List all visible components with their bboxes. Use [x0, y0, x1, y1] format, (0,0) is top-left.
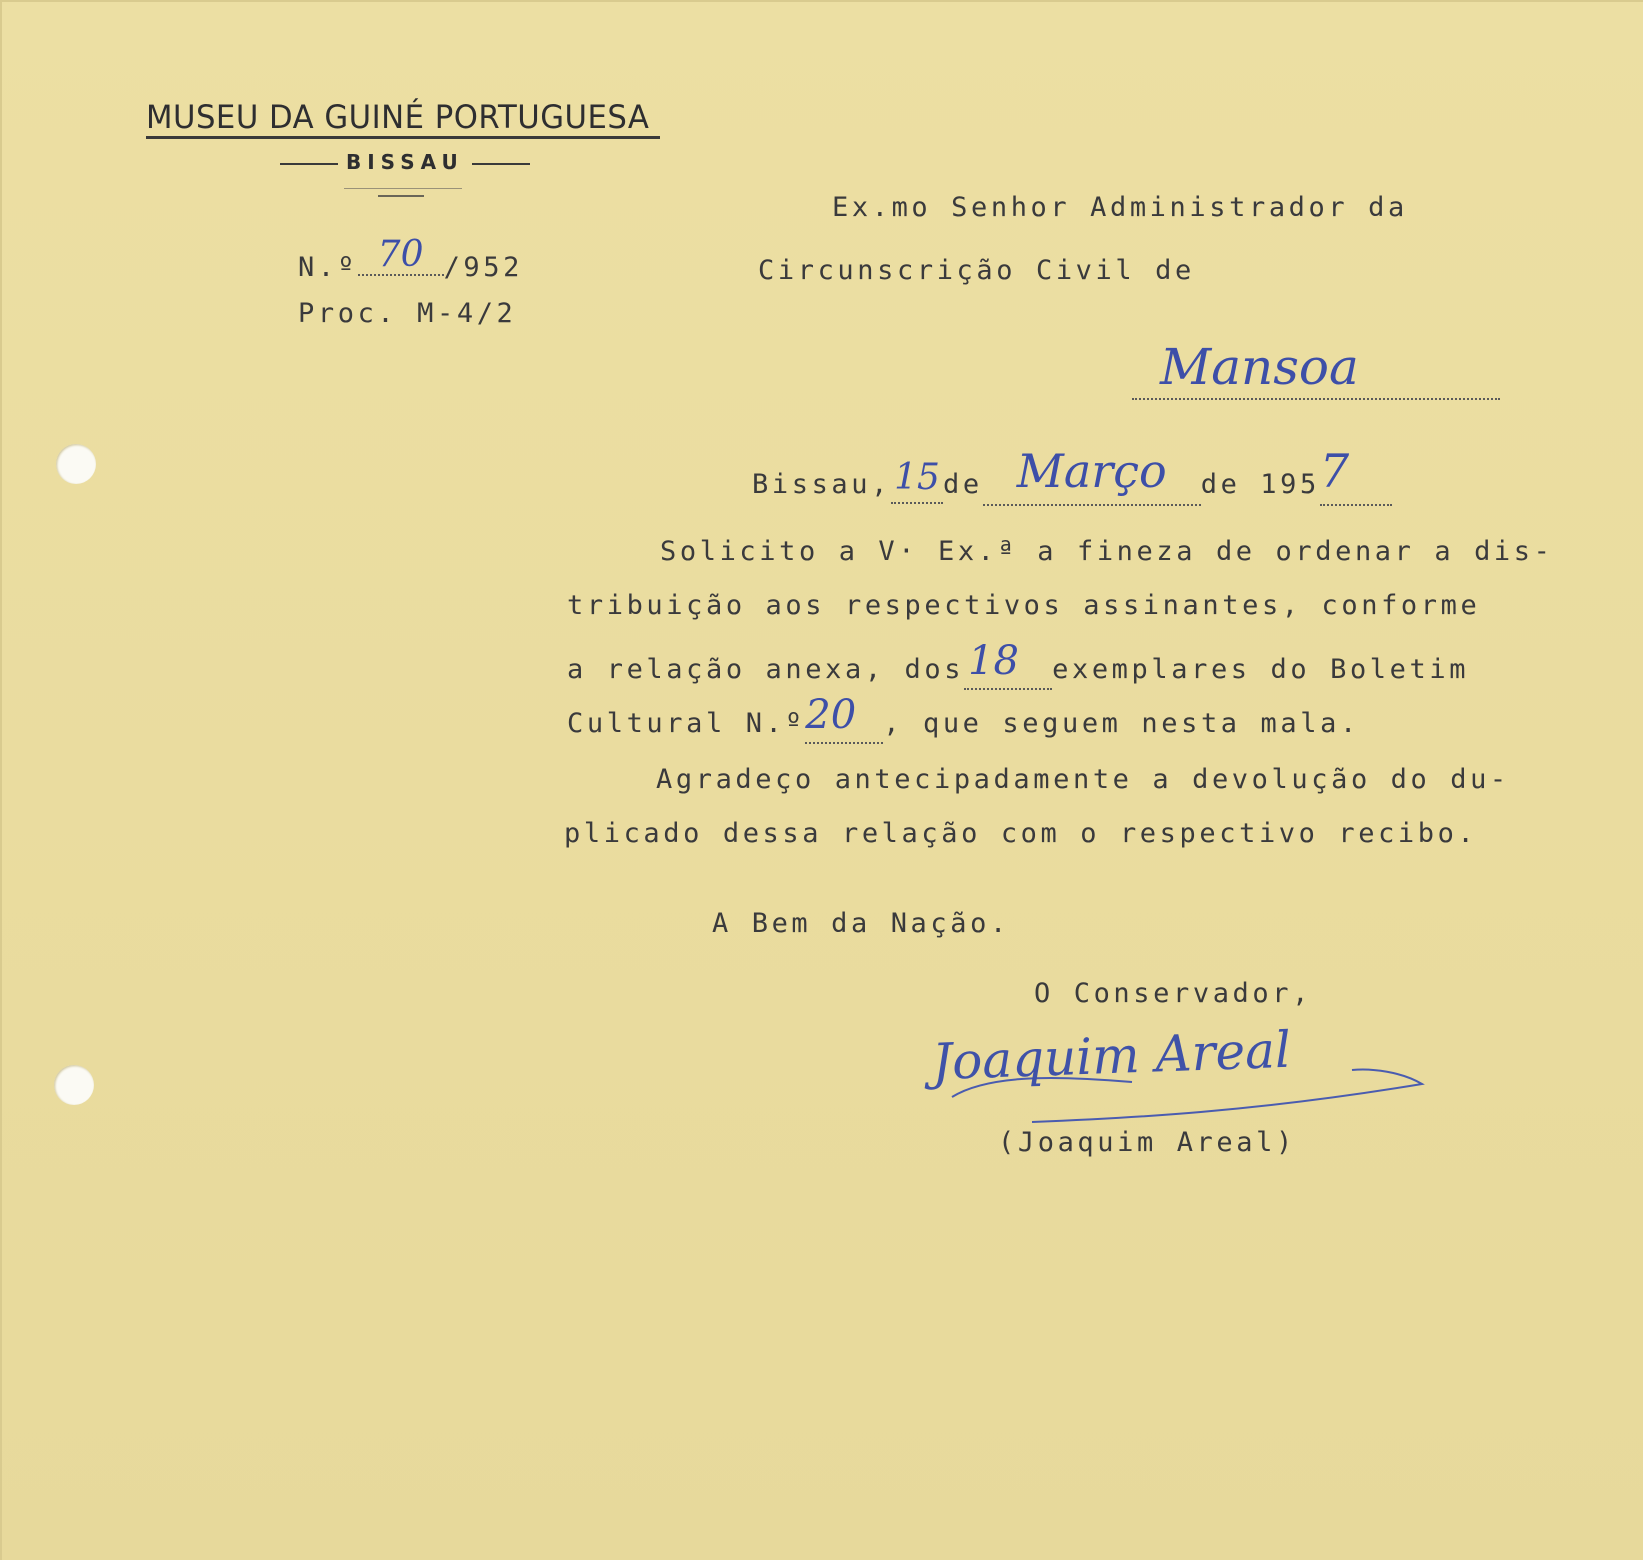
punch-hole-bottom [54, 1065, 94, 1105]
body-p1-line-4-start: Cultural N.º [567, 708, 806, 739]
reference-process: Proc. M-4/2 [298, 298, 517, 329]
addressee-location-handwritten: Mansoa [1160, 338, 1359, 396]
date-line [752, 444, 1392, 506]
letterhead-small-rule [344, 188, 462, 189]
body-p2-line-2: plicado dessa relação com o respectivo recibo. [564, 818, 1478, 849]
signatory-name: (Joaquim Areal) [998, 1127, 1296, 1158]
date-de-2: de 195 [1200, 469, 1320, 500]
city-dash-right [472, 163, 530, 165]
letterhead-rule [146, 136, 660, 139]
addressee-location [1132, 338, 1500, 401]
addressee-location-field [1132, 338, 1500, 400]
body-p1-line-4-end: , que seguem nesta mala. [883, 708, 1360, 739]
addressee-line-2: Circunscrição Civil de [758, 255, 1195, 286]
signature-handwritten: Joaquim Areal [931, 1020, 1292, 1092]
date-year-field [1319, 444, 1392, 506]
punch-hole-top [56, 444, 96, 484]
date-day-field [891, 457, 943, 504]
body-bulletin-number-handwritten: 20 [805, 692, 857, 738]
letterhead-city [272, 150, 538, 174]
letterhead-city-text: BISSAU [346, 150, 464, 174]
city-dash-left [280, 163, 338, 165]
body-p1-line-1: Solicito a V· Ex.ª a fineza de ordenar a dis- [660, 536, 1554, 567]
body-copies-field [964, 638, 1052, 690]
body-p1-line-3-end: exemplares do Boletim [1052, 654, 1470, 685]
reference-number-handwritten: 70 [377, 234, 424, 275]
letterhead-institution: MUSEU DA GUINÉ PORTUGUESA [146, 98, 650, 136]
body-p2-line-1: Agradeço antecipadamente a devolução do du- [656, 764, 1510, 795]
body-copies-handwritten: 18 [968, 638, 1020, 684]
reference-number [298, 234, 523, 283]
addressee-line-1: Ex.mo Senhor Administrador da [832, 192, 1408, 223]
reference-number-suffix: /952 [443, 252, 523, 283]
date-month-handwritten: Março [1016, 444, 1167, 498]
date-year-handwritten: 7 [1319, 444, 1350, 498]
date-month-field [983, 444, 1201, 506]
body-p1-line-3-start: a relação anexa, dos [567, 654, 965, 685]
closing-title: O Conservador, [1034, 978, 1312, 1009]
date-place: Bissau, [752, 469, 891, 500]
letterhead-small-rule-2 [378, 195, 424, 197]
reference-number-field [358, 234, 444, 276]
body-p1-line-3 [567, 638, 1470, 690]
date-de-1: de [943, 469, 983, 500]
body-bulletin-number-field [805, 692, 883, 744]
closing-salutation: A Bem da Nação. [712, 908, 1010, 939]
body-p1-line-4 [567, 692, 1360, 744]
date-day-handwritten: 15 [894, 457, 940, 498]
reference-number-prefix: N.º [298, 252, 358, 283]
body-p1-line-2: tribuição aos respectivos assinantes, conforme [567, 590, 1481, 621]
